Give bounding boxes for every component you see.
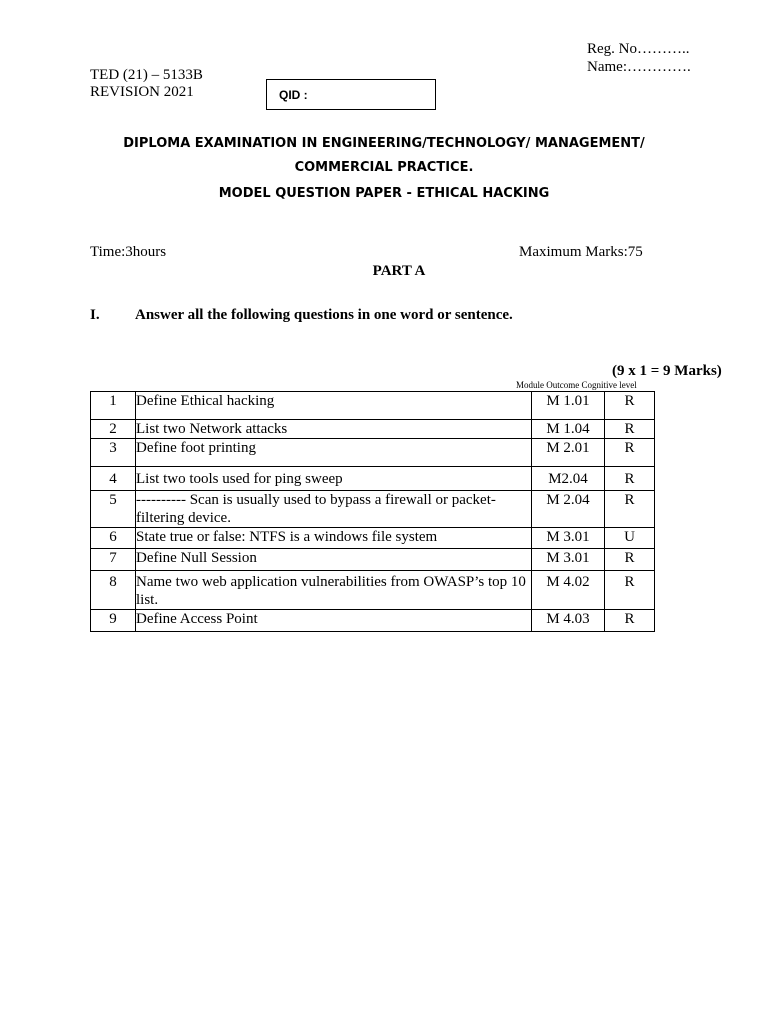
- module-outcome: M 3.01: [532, 549, 605, 571]
- section-number: I.: [90, 307, 100, 323]
- question-text: List two tools used for ping sweep: [136, 467, 532, 491]
- exam-title-line-1: DIPLOMA EXAMINATION IN ENGINEERING/TECHNOLOGY/ MANAGEMENT/: [123, 136, 645, 151]
- question-number: 6: [91, 528, 136, 549]
- cognitive-level: R: [605, 571, 655, 610]
- cognitive-level: U: [605, 528, 655, 549]
- question-text: ---------- Scan is usually used to bypass a firewall or packet-filtering device.: [136, 491, 532, 528]
- table-row: [91, 420, 655, 439]
- question-text: Name two web application vulnerabilities from OWASP’s top 10 list.: [136, 571, 532, 610]
- table-row: [91, 571, 655, 610]
- cognitive-level: R: [605, 420, 655, 439]
- qid-box: [266, 79, 436, 110]
- cognitive-level: R: [605, 491, 655, 528]
- table-row: [91, 467, 655, 491]
- table-row: [91, 491, 655, 528]
- question-text: Define Ethical hacking: [136, 392, 532, 420]
- section-instruction: Answer all the following questions in one word or sentence.: [135, 307, 513, 323]
- module-outcome: M 1.04: [532, 420, 605, 439]
- question-text: Define Null Session: [136, 549, 532, 571]
- reg-no-field: Reg. No………..: [587, 41, 690, 57]
- question-number: 8: [91, 571, 136, 610]
- question-text: State true or false: NTFS is a windows file system: [136, 528, 532, 549]
- question-number: 2: [91, 420, 136, 439]
- column-headers: Module Outcome Cognitive level: [516, 380, 637, 390]
- question-text: Define foot printing: [136, 439, 532, 467]
- name-field: Name:………….: [587, 59, 691, 75]
- section-marks: (9 x 1 = 9 Marks): [612, 363, 722, 379]
- question-text: List two Network attacks: [136, 420, 532, 439]
- module-outcome: M 4.02: [532, 571, 605, 610]
- module-outcome: M 2.01: [532, 439, 605, 467]
- question-number: 1: [91, 392, 136, 420]
- paper-title: MODEL QUESTION PAPER - ETHICAL HACKING: [218, 186, 550, 201]
- module-outcome: M 4.03: [532, 610, 605, 632]
- module-outcome: M 3.01: [532, 528, 605, 549]
- cognitive-level: R: [605, 549, 655, 571]
- question-number: 5: [91, 491, 136, 528]
- table-row: [91, 392, 655, 420]
- table-row: [91, 439, 655, 467]
- question-number: 7: [91, 549, 136, 571]
- module-outcome: M2.04: [532, 467, 605, 491]
- table-row: [91, 528, 655, 549]
- cognitive-level: R: [605, 439, 655, 467]
- qid-label: QID :: [279, 88, 308, 102]
- question-text: Define Access Point: [136, 610, 532, 632]
- cognitive-level: R: [605, 610, 655, 632]
- module-outcome: M 2.04: [532, 491, 605, 528]
- question-number: 9: [91, 610, 136, 632]
- table-row: [91, 610, 655, 632]
- question-number: 4: [91, 467, 136, 491]
- max-marks-label: Maximum Marks:75: [519, 244, 643, 260]
- questions-table: [90, 391, 655, 632]
- revision-label: REVISION 2021: [90, 84, 194, 100]
- module-outcome: M 1.01: [532, 392, 605, 420]
- cognitive-level: R: [605, 392, 655, 420]
- table-row: [91, 549, 655, 571]
- question-number: 3: [91, 439, 136, 467]
- cognitive-level: R: [605, 467, 655, 491]
- course-code: TED (21) – 5133B: [90, 67, 203, 83]
- time-label: Time:3hours: [90, 244, 167, 260]
- exam-title-line-2: COMMERCIAL PRACTICE.: [294, 160, 474, 175]
- part-heading: PART A: [372, 263, 426, 279]
